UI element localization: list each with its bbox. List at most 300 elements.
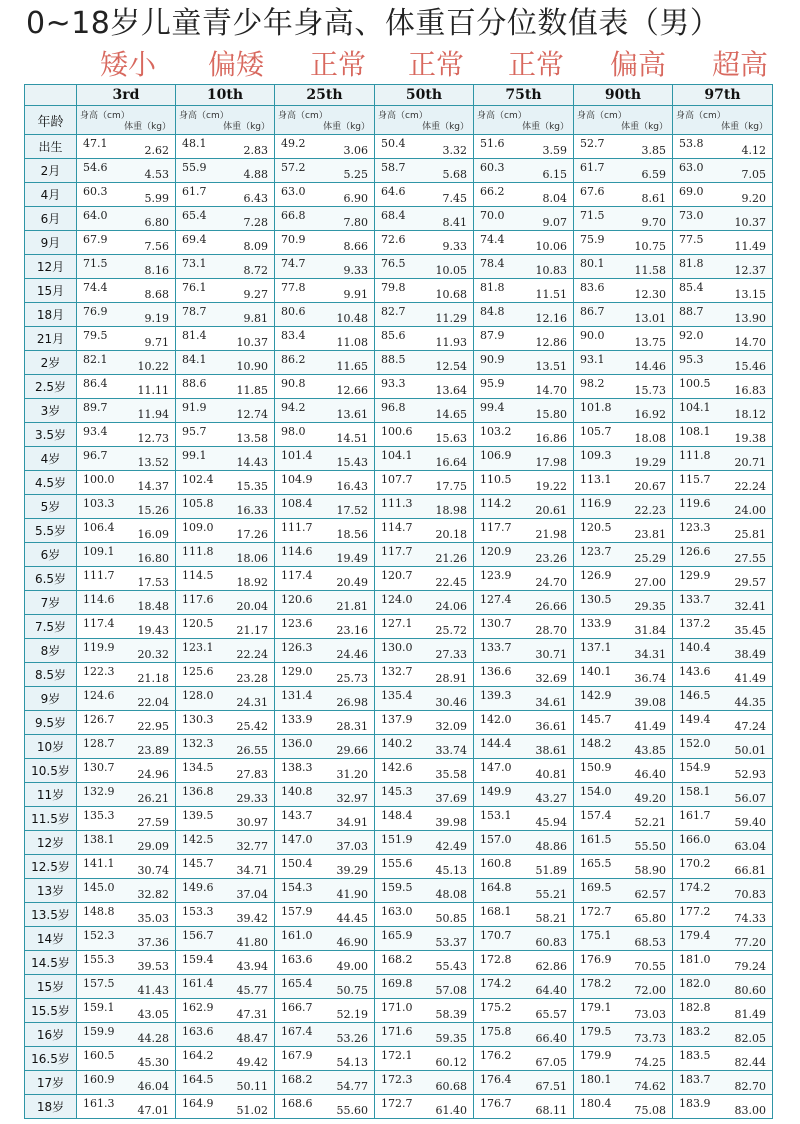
value-cell <box>275 807 375 831</box>
weight-value: 73.03 <box>634 1008 666 1021</box>
value-cell <box>176 255 275 279</box>
height-value: 157.5 <box>83 977 115 990</box>
weight-value: 21.18 <box>137 672 169 685</box>
age-cell: 10岁 <box>25 735 77 759</box>
height-value: 168.2 <box>381 953 413 966</box>
weight-value: 42.49 <box>435 840 467 853</box>
weight-value: 74.25 <box>634 1056 666 1069</box>
value-cell <box>77 207 176 231</box>
weight-value: 6.80 <box>144 216 169 229</box>
value-cell <box>474 375 574 399</box>
height-value: 152.3 <box>83 929 115 942</box>
height-value: 167.4 <box>281 1025 313 1038</box>
height-value: 130.5 <box>580 593 612 606</box>
weight-value: 73.73 <box>634 1032 666 1045</box>
weight-value: 15.63 <box>435 432 467 445</box>
value-cell <box>375 255 474 279</box>
weight-value: 58.90 <box>634 864 666 877</box>
weight-value: 41.49 <box>734 672 766 685</box>
height-value: 70.0 <box>480 209 505 222</box>
weight-value: 10.83 <box>535 264 567 277</box>
value-cell <box>375 279 474 303</box>
height-value: 170.7 <box>480 929 512 942</box>
value-cell <box>574 159 673 183</box>
weight-unit-label: 体重（kg） <box>621 122 668 132</box>
weight-value: 9.91 <box>343 288 368 301</box>
weight-value: 53.26 <box>336 1032 368 1045</box>
value-cell <box>275 951 375 975</box>
value-cell <box>77 951 176 975</box>
height-value: 140.2 <box>381 737 413 750</box>
weight-value: 15.43 <box>336 456 368 469</box>
weight-value: 21.98 <box>535 528 567 541</box>
height-value: 119.6 <box>679 497 711 510</box>
weight-value: 43.94 <box>236 960 268 973</box>
weight-value: 52.21 <box>634 816 666 829</box>
height-value: 90.9 <box>480 353 505 366</box>
weight-value: 16.43 <box>336 480 368 493</box>
weight-value: 12.54 <box>435 360 467 373</box>
table-row <box>25 207 773 231</box>
table-row <box>25 1047 773 1071</box>
table-row <box>25 399 773 423</box>
height-value: 164.9 <box>182 1097 214 1110</box>
weight-value: 63.04 <box>734 840 766 853</box>
weight-value: 19.38 <box>734 432 766 445</box>
weight-value: 40.81 <box>535 768 567 781</box>
weight-value: 67.51 <box>535 1080 567 1093</box>
value-cell <box>176 735 275 759</box>
weight-value: 12.66 <box>336 384 368 397</box>
height-value: 142.6 <box>381 761 413 774</box>
value-cell <box>673 831 773 855</box>
value-cell <box>375 639 474 663</box>
weight-value: 23.28 <box>236 672 268 685</box>
weight-value: 38.49 <box>734 648 766 661</box>
age-header: 年龄 <box>25 106 77 135</box>
value-cell <box>176 399 275 423</box>
height-value: 142.9 <box>580 689 612 702</box>
category-label: 正常 <box>310 48 367 81</box>
weight-value: 23.89 <box>137 744 169 757</box>
height-value: 64.0 <box>83 209 108 222</box>
weight-value: 13.75 <box>634 336 666 349</box>
value-cell <box>574 1023 673 1047</box>
height-value: 164.5 <box>182 1073 214 1086</box>
value-cell <box>375 999 474 1023</box>
weight-value: 29.66 <box>336 744 368 757</box>
weight-value: 18.92 <box>236 576 268 589</box>
weight-value: 25.72 <box>435 624 467 637</box>
height-unit-label: 身高（cm） <box>80 111 130 121</box>
value-cell <box>375 951 474 975</box>
value-cell <box>574 735 673 759</box>
height-value: 84.1 <box>182 353 207 366</box>
height-value: 142.5 <box>182 833 214 846</box>
weight-value: 50.11 <box>236 1080 268 1093</box>
age-cell: 5岁 <box>25 495 77 519</box>
value-cell <box>474 159 574 183</box>
height-value: 75.9 <box>580 233 605 246</box>
value-cell <box>77 975 176 999</box>
weight-value: 45.13 <box>435 864 467 877</box>
value-cell <box>176 423 275 447</box>
weight-value: 15.73 <box>634 384 666 397</box>
value-cell <box>474 1023 574 1047</box>
weight-value: 6.90 <box>343 192 368 205</box>
weight-value: 30.74 <box>137 864 169 877</box>
value-cell <box>574 399 673 423</box>
value-cell <box>673 495 773 519</box>
height-value: 181.0 <box>679 953 711 966</box>
weight-value: 49.00 <box>336 960 368 973</box>
table-row <box>25 183 773 207</box>
weight-value: 21.17 <box>236 624 268 637</box>
table-row <box>25 471 773 495</box>
height-unit-label: 身高（cm） <box>179 111 229 121</box>
weight-value: 68.11 <box>535 1104 567 1117</box>
weight-value: 66.40 <box>535 1032 567 1045</box>
header-corner <box>25 85 77 106</box>
value-cell <box>574 327 673 351</box>
weight-value: 35.03 <box>137 912 169 925</box>
height-value: 169.8 <box>381 977 413 990</box>
height-value: 147.0 <box>281 833 313 846</box>
height-value: 82.7 <box>381 305 406 318</box>
height-value: 124.0 <box>381 593 413 606</box>
weight-value: 61.40 <box>435 1104 467 1117</box>
weight-value: 17.75 <box>435 480 467 493</box>
weight-value: 14.43 <box>236 456 268 469</box>
value-cell <box>474 135 574 159</box>
weight-value: 5.99 <box>144 192 169 205</box>
value-cell <box>77 399 176 423</box>
percentile-header: 50th <box>375 85 474 106</box>
height-value: 139.3 <box>480 689 512 702</box>
age-cell: 12岁 <box>25 831 77 855</box>
weight-value: 54.77 <box>336 1080 368 1093</box>
height-value: 47.1 <box>83 137 108 150</box>
height-value: 109.3 <box>580 449 612 462</box>
value-cell <box>474 783 574 807</box>
weight-value: 30.71 <box>535 648 567 661</box>
weight-value: 22.24 <box>236 648 268 661</box>
weight-value: 45.94 <box>535 816 567 829</box>
weight-value: 6.59 <box>641 168 666 181</box>
value-cell <box>673 255 773 279</box>
weight-value: 37.04 <box>236 888 268 901</box>
height-unit-label: 身高（cm） <box>477 111 527 121</box>
weight-value: 2.83 <box>243 144 268 157</box>
value-cell <box>574 855 673 879</box>
weight-value: 49.42 <box>236 1056 268 1069</box>
weight-value: 16.83 <box>734 384 766 397</box>
weight-value: 32.77 <box>236 840 268 853</box>
height-value: 146.5 <box>679 689 711 702</box>
weight-value: 24.46 <box>336 648 368 661</box>
unit-header-cell <box>673 106 773 135</box>
height-value: 51.6 <box>480 137 505 150</box>
table-row <box>25 855 773 879</box>
value-cell <box>275 975 375 999</box>
height-value: 145.0 <box>83 881 115 894</box>
height-value: 148.4 <box>381 809 413 822</box>
height-value: 74.4 <box>480 233 505 246</box>
value-cell <box>77 135 176 159</box>
table-row <box>25 447 773 471</box>
value-cell <box>574 519 673 543</box>
weight-value: 50.75 <box>336 984 368 997</box>
height-value: 115.7 <box>679 473 711 486</box>
value-cell <box>673 999 773 1023</box>
value-cell <box>673 543 773 567</box>
height-value: 71.5 <box>580 209 605 222</box>
height-value: 164.2 <box>182 1049 214 1062</box>
weight-value: 44.28 <box>137 1032 169 1045</box>
value-cell <box>574 903 673 927</box>
value-cell <box>375 927 474 951</box>
value-cell <box>275 471 375 495</box>
weight-value: 10.37 <box>236 336 268 349</box>
height-value: 150.4 <box>281 857 313 870</box>
weight-value: 10.22 <box>137 360 169 373</box>
value-cell <box>176 1095 275 1119</box>
height-value: 89.7 <box>83 401 108 414</box>
height-value: 101.4 <box>281 449 313 462</box>
value-cell <box>77 351 176 375</box>
percentile-header: 75th <box>474 85 574 106</box>
value-cell <box>375 711 474 735</box>
height-value: 111.7 <box>83 569 115 582</box>
value-cell <box>574 207 673 231</box>
height-value: 76.1 <box>182 281 207 294</box>
age-cell: 8岁 <box>25 639 77 663</box>
height-value: 117.6 <box>182 593 214 606</box>
value-cell <box>77 447 176 471</box>
value-cell <box>275 903 375 927</box>
height-value: 123.6 <box>281 617 313 630</box>
value-cell <box>176 879 275 903</box>
height-value: 111.8 <box>182 545 214 558</box>
weight-value: 7.05 <box>741 168 766 181</box>
weight-value: 8.61 <box>641 192 666 205</box>
weight-value: 8.16 <box>144 264 169 277</box>
height-value: 137.2 <box>679 617 711 630</box>
age-cell: 16岁 <box>25 1023 77 1047</box>
table-row <box>25 879 773 903</box>
unit-header-cell <box>474 106 574 135</box>
height-value: 74.4 <box>83 281 108 294</box>
height-value: 171.0 <box>381 1001 413 1014</box>
height-value: 129.9 <box>679 569 711 582</box>
weight-value: 47.31 <box>236 1008 268 1021</box>
weight-value: 23.26 <box>535 552 567 565</box>
weight-value: 58.21 <box>535 912 567 925</box>
value-cell <box>176 855 275 879</box>
height-value: 60.3 <box>83 185 108 198</box>
height-value: 73.1 <box>182 257 207 270</box>
weight-value: 17.26 <box>236 528 268 541</box>
weight-value: 11.08 <box>336 336 368 349</box>
table-row <box>25 999 773 1023</box>
unit-header-cell <box>574 106 673 135</box>
height-value: 85.6 <box>381 329 406 342</box>
height-value: 176.4 <box>480 1073 512 1086</box>
height-value: 143.6 <box>679 665 711 678</box>
height-value: 99.1 <box>182 449 207 462</box>
value-cell <box>574 615 673 639</box>
weight-value: 10.75 <box>634 240 666 253</box>
height-value: 160.8 <box>480 857 512 870</box>
weight-value: 31.20 <box>336 768 368 781</box>
weight-value: 53.37 <box>435 936 467 949</box>
height-value: 95.9 <box>480 377 505 390</box>
height-value: 114.6 <box>281 545 313 558</box>
weight-value: 15.26 <box>137 504 169 517</box>
value-cell <box>275 687 375 711</box>
weight-value: 60.83 <box>535 936 567 949</box>
height-value: 123.3 <box>679 521 711 534</box>
weight-value: 50.01 <box>734 744 766 757</box>
value-cell <box>574 759 673 783</box>
weight-value: 13.58 <box>236 432 268 445</box>
weight-value: 23.81 <box>634 528 666 541</box>
height-value: 179.5 <box>580 1025 612 1038</box>
weight-value: 45.77 <box>236 984 268 997</box>
value-cell <box>275 447 375 471</box>
weight-value: 10.90 <box>236 360 268 373</box>
weight-value: 29.09 <box>137 840 169 853</box>
height-value: 174.2 <box>679 881 711 894</box>
height-value: 153.3 <box>182 905 214 918</box>
height-value: 104.1 <box>679 401 711 414</box>
value-cell <box>77 183 176 207</box>
weight-value: 9.27 <box>243 288 268 301</box>
value-cell <box>275 327 375 351</box>
weight-value: 39.53 <box>137 960 169 973</box>
weight-value: 46.90 <box>336 936 368 949</box>
weight-value: 32.41 <box>734 600 766 613</box>
weight-value: 27.83 <box>236 768 268 781</box>
weight-value: 18.48 <box>137 600 169 613</box>
weight-value: 18.08 <box>634 432 666 445</box>
weight-value: 8.72 <box>243 264 268 277</box>
height-value: 165.4 <box>281 977 313 990</box>
weight-value: 64.40 <box>535 984 567 997</box>
value-cell <box>673 975 773 999</box>
height-value: 133.7 <box>480 641 512 654</box>
height-unit-label: 身高（cm） <box>278 111 328 121</box>
value-cell <box>574 831 673 855</box>
value-cell <box>176 327 275 351</box>
table-row <box>25 831 773 855</box>
value-cell <box>574 255 673 279</box>
table-row <box>25 255 773 279</box>
height-value: 91.9 <box>182 401 207 414</box>
height-value: 145.7 <box>182 857 214 870</box>
weight-value: 68.53 <box>634 936 666 949</box>
value-cell <box>176 159 275 183</box>
table-row <box>25 711 773 735</box>
value-cell <box>673 663 773 687</box>
value-cell <box>574 783 673 807</box>
value-cell <box>176 639 275 663</box>
height-value: 157.9 <box>281 905 313 918</box>
weight-value: 38.61 <box>535 744 567 757</box>
table-row <box>25 615 773 639</box>
weight-unit-label: 体重（kg） <box>323 122 370 132</box>
height-value: 110.5 <box>480 473 512 486</box>
value-cell <box>375 807 474 831</box>
value-cell <box>673 327 773 351</box>
value-cell <box>375 879 474 903</box>
weight-value: 50.85 <box>435 912 467 925</box>
category-label: 偏高 <box>610 48 667 81</box>
height-value: 163.6 <box>182 1025 214 1038</box>
height-value: 77.8 <box>281 281 306 294</box>
weight-value: 20.18 <box>435 528 467 541</box>
height-value: 157.4 <box>580 809 612 822</box>
value-cell <box>77 879 176 903</box>
weight-value: 67.05 <box>535 1056 567 1069</box>
height-value: 114.5 <box>182 569 214 582</box>
height-value: 117.7 <box>480 521 512 534</box>
value-cell <box>673 1095 773 1119</box>
height-value: 157.0 <box>480 833 512 846</box>
weight-value: 39.08 <box>634 696 666 709</box>
weight-value: 9.33 <box>442 240 467 253</box>
weight-value: 27.59 <box>137 816 169 829</box>
height-value: 168.6 <box>281 1097 313 1110</box>
weight-value: 13.90 <box>734 312 766 325</box>
value-cell <box>673 735 773 759</box>
height-value: 57.2 <box>281 161 306 174</box>
height-value: 88.6 <box>182 377 207 390</box>
age-cell: 14.5岁 <box>25 951 77 975</box>
weight-value: 32.97 <box>336 792 368 805</box>
value-cell <box>77 543 176 567</box>
weight-value: 34.31 <box>634 648 666 661</box>
weight-value: 25.29 <box>634 552 666 565</box>
weight-value: 46.40 <box>634 768 666 781</box>
category-label: 正常 <box>408 48 465 81</box>
height-value: 93.1 <box>580 353 605 366</box>
value-cell <box>176 975 275 999</box>
weight-value: 14.70 <box>734 336 766 349</box>
height-value: 182.8 <box>679 1001 711 1014</box>
weight-value: 20.61 <box>535 504 567 517</box>
height-value: 145.3 <box>381 785 413 798</box>
height-value: 172.1 <box>381 1049 413 1062</box>
weight-value: 12.74 <box>236 408 268 421</box>
percentile-header-row <box>25 85 773 106</box>
height-value: 117.7 <box>381 545 413 558</box>
height-value: 180.4 <box>580 1097 612 1110</box>
height-value: 152.0 <box>679 737 711 750</box>
height-value: 80.6 <box>281 305 306 318</box>
weight-value: 3.85 <box>641 144 666 157</box>
weight-value: 25.73 <box>336 672 368 685</box>
weight-value: 32.09 <box>435 720 467 733</box>
height-value: 137.1 <box>580 641 612 654</box>
age-cell: 11.5岁 <box>25 807 77 831</box>
height-value: 120.5 <box>182 617 214 630</box>
height-value: 120.6 <box>281 593 313 606</box>
value-cell <box>176 903 275 927</box>
height-value: 114.2 <box>480 497 512 510</box>
table-row <box>25 423 773 447</box>
weight-value: 12.86 <box>535 336 567 349</box>
